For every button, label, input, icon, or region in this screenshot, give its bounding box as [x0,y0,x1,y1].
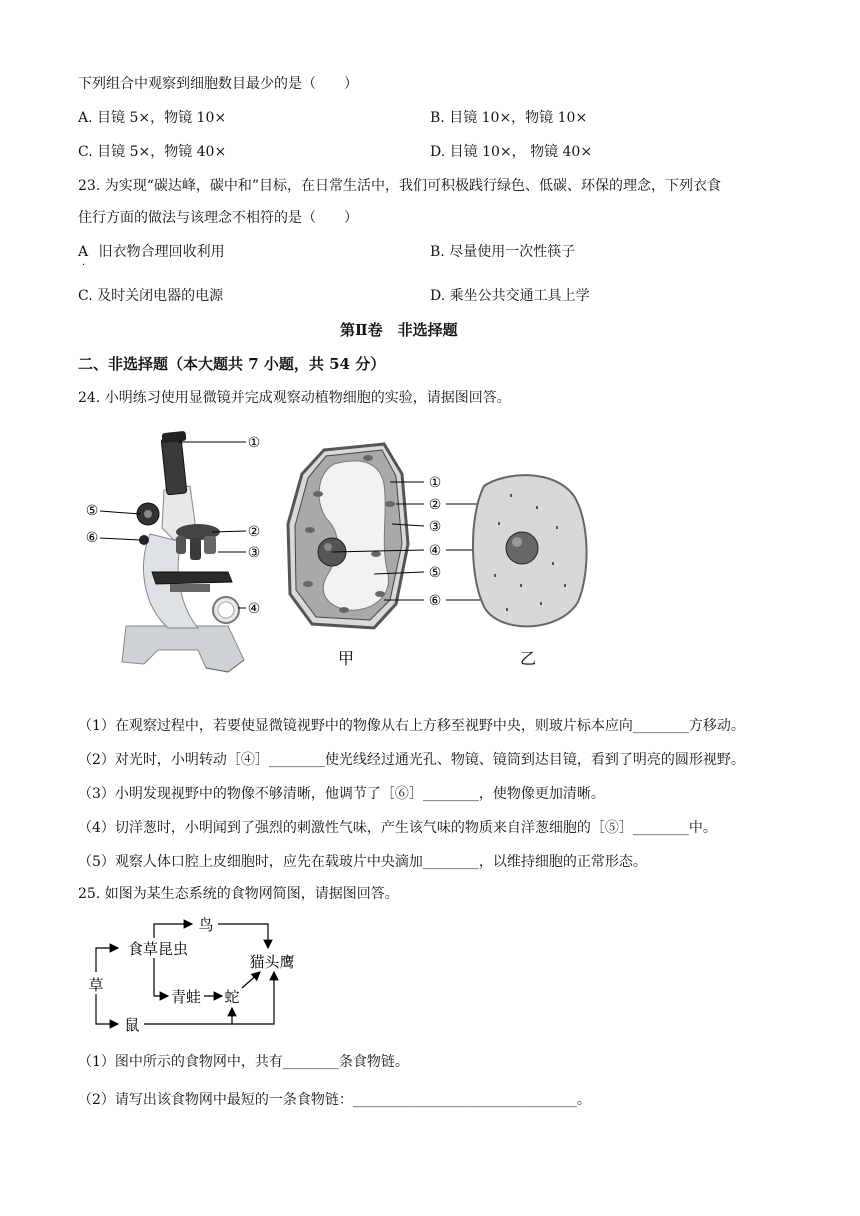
cell-label-6: ⑥ [428,593,442,609]
microscope-figure [78,424,278,678]
q23-option-b: B. 尽量使用一次性筷子 [430,244,576,260]
cell-label-5: ⑤ [428,565,442,581]
eyepiece-tube [161,437,187,495]
node-insect: 食草昆虫 [127,940,189,958]
cell-label-3: ③ [428,519,442,535]
chloroplast [363,455,373,461]
food-web-diagram [84,912,304,1038]
cell-label-4: ④ [428,543,442,559]
cell-label-1: ① [428,475,442,491]
q24-sub-1: （1）在观察过程中，若要使显微镜视野中的物像从右上方移至视野中央，则玻片标本应向________方移动。 [78,718,745,734]
q23-option-a [78,242,225,271]
section-heading: 二、非选择题（本大题共 7 小题，共 54 分） [78,355,386,373]
node-frog: 青蛙 [170,988,202,1006]
objective-lens [190,538,201,560]
micro-label-3: ③ [247,545,261,561]
stage-clip [170,584,210,592]
chloroplast [303,581,313,587]
chloroplast [305,527,315,533]
node-bird: 鸟 [198,916,214,934]
animal-cell-caption: 乙 [519,649,537,668]
micro-label-5: ⑤ [85,503,99,519]
chloroplast [339,607,349,613]
node-snake: 蛇 [224,988,240,1006]
micro-label-6: ⑥ [85,530,99,546]
arrow-snake-owl [242,972,260,988]
q23-stem-line2: 住行方面的做法与该理念不相符的是（ ） [78,210,358,226]
arrow-grass-insect [96,948,118,972]
cell-label-2: ② [428,497,442,513]
chloroplast [313,491,323,497]
micro-label-1: ① [247,435,261,451]
arrow-insect-frog [154,958,168,996]
node-mouse: 鼠 [124,1016,140,1034]
q22-option-b: B. 目镜 10×，物镜 10× [430,110,588,126]
arrow-insect-bird [154,924,192,938]
q24-stem: 24. 小明练习使用显微镜并完成观察动植物细胞的实验，请据图回答。 [78,390,511,406]
objective-lens [204,536,216,554]
q22-option-c: C. 目镜 5×，物镜 40× [78,144,227,160]
emphasis-dot: · [82,260,86,271]
microscope-base [122,626,244,672]
micro-label-4: ④ [247,601,261,617]
plant-cell-caption: 甲 [337,649,355,668]
animal-nucleus [506,532,538,564]
q24-sub-5: （5）观察人体口腔上皮细胞时，应先在载玻片中央滴加________，以维持细胞的正常形态。 [78,854,647,870]
chloroplast [371,551,381,557]
q22-option-a: A. 目镜 5×，物镜 10× [78,110,227,126]
q23-option-a-letter: A [78,244,89,260]
micro-label-2: ② [247,524,261,540]
microscope-stage [152,572,232,584]
q23-option-c: C. 及时关闭电器的电源 [78,288,224,304]
q23-option-a-text: 旧衣物合理回收利用 [98,244,225,260]
fine-focus-knob [139,535,149,545]
cell-figure [284,434,596,670]
arrow-mouse-snake [144,1008,232,1024]
chloroplast [375,591,385,597]
q25-sub-1: （1）图中所示的食物网中，共有________条食物链。 [78,1054,409,1070]
q24-sub-2: （2）对光时，小明转动［④］________使光线经过通光孔、物镜、镜筒到达目镜，看到了明亮的圆形视野。 [78,752,745,768]
q24-sub-3: （3）小明发现视野中的物像不够清晰，他调节了［⑥］________，使物像更加清晰。 [78,786,605,802]
chloroplast [385,501,395,507]
q23-stem-line1: 23. 为实现“碳达峰，碳中和”目标，在日常生活中，我们可积极践行绿色、低碳、环保的理念，下列衣食 [78,178,722,194]
q24-sub-4: （4）切洋葱时，小明闻到了强烈的刺激性气味，产生该气味的物质来自洋葱细胞的［⑤］________中。 [78,820,717,836]
q25-sub-2: （2）请写出该食物网中最短的一条食物链：________________________________。 [78,1092,591,1108]
arrow-grass-mouse [96,994,118,1024]
arrow-bird-owl [218,924,268,948]
q22-option-d: D. 目镜 10×， 物镜 40× [430,144,593,160]
node-owl: 猫头鹰 [249,953,295,971]
part2-title: 第Ⅱ卷 非选择题 [340,321,458,339]
q25-stem: 25. 如图为某生态系统的食物网简图，请据图回答。 [78,886,399,902]
node-grass: 草 [88,976,104,994]
q23-option-d: D. 乘坐公共交通工具上学 [430,288,590,304]
q22-stem: 下列组合中观察到细胞数目最少的是（ ） [78,76,358,92]
objective-lens [176,536,186,554]
